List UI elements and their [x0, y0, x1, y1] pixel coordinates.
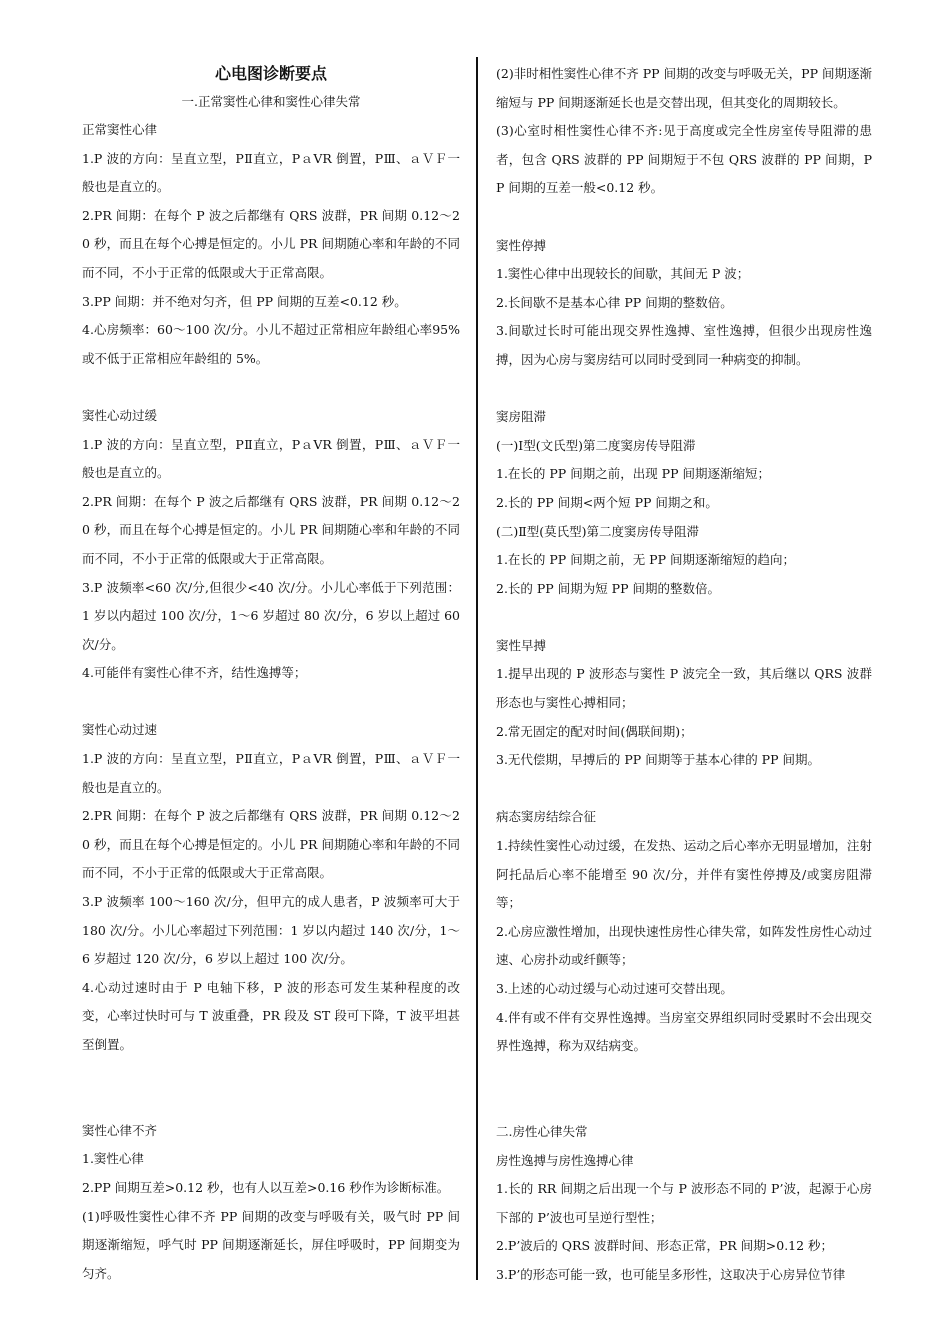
text-paragraph: 窦性心动过缓 [82, 407, 158, 423]
text-paragraph: 窦房阻滞 [496, 409, 547, 425]
text-paragraph: 1.在长的 PP 间期之前，出现 PP 间期逐渐缩短； [496, 466, 770, 482]
blank-line [496, 1089, 872, 1118]
blank-line [496, 1061, 872, 1090]
blank-line [82, 1060, 460, 1089]
text-paragraph: 正常窦性心律 [82, 122, 158, 137]
text-paragraph: 2.P’波后的 QRS 波群时间、形态正常，PR 间期>0.12 秒； [496, 1238, 834, 1254]
right-column-text [496, 60, 872, 1290]
text-paragraph: 1.提早出现的 P 波形态与窦性 P 波完全一致，其后继以 QRS 波群形态也与窦性心搏相同； [496, 666, 872, 711]
text-paragraph: 窦性心律不齐 [82, 1122, 158, 1138]
text-paragraph: 3.间歇过长时可能出现交界性逸搏、室性逸搏，但很少出现房性逸搏，因为心房与窦房结可以同时受到同一种病变的抑制。 [496, 323, 872, 367]
text-paragraph: 1.P 波的方向：呈直立型，PⅡ直立，PａVR 倒置，PⅢ、ａＶＦ一般也是直立的。 [82, 436, 460, 481]
right-column [496, 60, 872, 1290]
text-paragraph: 房性逸搏与房性逸搏心律 [496, 1152, 634, 1168]
text-paragraph: (1)呼吸性窦性心律不齐 PP 间期的改变与呼吸有关，吸气时 PP 间期逐渐缩短，呼气时 PP 间期逐渐延长，屏住呼吸时，PP 间期变为匀齐。 [82, 1208, 460, 1281]
blank-line [82, 373, 460, 402]
text-paragraph: (3)心室时相性窦性心律不齐:见于高度或完全性房室传导阻滞的患者，包含 QRS 波群的 PP 间期短于不包 QRS 波群的 PP 间期，PP 间期的互差一般<0.12 秒。 [496, 123, 872, 196]
text-paragraph: 1.P 波的方向：呈直立型，PⅡ直立，PａVR 倒置，PⅢ、ａＶＦ一般也是直立的。 [82, 751, 460, 795]
column-divider [476, 57, 478, 1280]
text-paragraph: 3.上述的心动过缓与心动过速可交替出现。 [496, 981, 733, 996]
blank-line [82, 688, 460, 717]
text-paragraph: 2.长间歇不是基本心律 PP 间期的整数倍。 [496, 294, 733, 310]
text-paragraph: 2.心房应激性增加，出现快速性房性心律失常，如阵发性房性心动过速、心房扑动或纤颤等； [496, 923, 872, 968]
text-paragraph: 1.P 波的方向：呈直立型，PⅡ直立，PａVR 倒置，PⅢ、ａＶＦ一般也是直立的。 [82, 150, 460, 195]
text-paragraph: 4.心动过速时由于 P 电轴下移，P 波的形态可发生某种程度的改变，心率过快时可与 T 波重叠，PR 段及 ST 段可下降，T 波平坦甚至倒置。 [82, 979, 460, 1052]
section-heading: 一.正常窦性心律和窦性心律失常 [181, 94, 361, 109]
text-paragraph: 2.PR 间期：在每个 P 波之后都继有 QRS 波群，PR 间期 0.12～20 秒，而且在每个心搏是恒定的。小儿 PR 间期随心率和年龄的不同而不同，不小于正常的低限或大于正常高限。 [82, 808, 460, 881]
text-paragraph: 2.PR 间期：在每个 P 波之后都继有 QRS 波群，PR 间期 0.12～20 秒，而且在每个心搏是恒定的。小儿 PR 间期随心率和年龄的不同而不同，不小于正常的低限或大于正常高限。 [82, 493, 460, 566]
text-paragraph: (二)Ⅱ型(莫氏型)第二度窦房传导阻滞 [496, 523, 700, 539]
text-paragraph: 1.窦性心律 [82, 1151, 144, 1167]
text-paragraph: 3.P’的形态可能一致，也可能呈多形性，这取决于心房异位节律 [496, 1266, 846, 1282]
blank-line [496, 775, 872, 804]
text-paragraph: (2)非时相性窦性心律不齐 PP 间期的改变与呼吸无关，PP 间期逐渐缩短与 PP 间期逐渐延长也是交替出现，但其变化的周期较长。 [496, 66, 872, 110]
text-paragraph: 1.长的 RR 间期之后出现一个与 P 波形态不同的 P’波，起源于心房下部的 P’波也可呈逆行型性； [496, 1181, 872, 1225]
left-column [82, 60, 460, 1288]
blank-line [496, 203, 872, 232]
text-paragraph: 1.窦性心律中出现较长的间歇，其间无 P 波； [496, 266, 750, 282]
text-paragraph: 4.可能伴有窦性心律不齐，结性逸搏等； [82, 665, 307, 681]
blank-line [496, 603, 872, 632]
text-paragraph: 4.心房频率：60～100 次/分。小儿不超过正常相应年龄组心率95%或不低于正常相应年龄组的 5%。 [82, 322, 460, 366]
text-paragraph: (一)Ⅰ型(文氏型)第二度窦房传导阻滞 [496, 437, 696, 453]
text-paragraph: 2.常无固定的配对时间(偶联间期)； [496, 723, 693, 739]
text-paragraph: 2.长的 PP 间期为短 PP 间期的整数倍。 [496, 580, 720, 596]
blank-line [82, 1088, 460, 1117]
text-paragraph: 窦性心动过速 [82, 722, 158, 738]
text-paragraph: 3.P 波频率<60 次/分,但很少<40 次/分。小儿心率低于下列范围：1 岁以内超过 100 次/分，1～6 岁超过 80 次/分，6 岁以上超过 60 次/分。 [82, 579, 460, 652]
text-paragraph: 窦性早搏 [496, 637, 547, 653]
blank-line [496, 375, 872, 404]
text-paragraph: 4.伴有或不伴有交界性逸搏。当房室交界组织同时受累时不会出现交界性逸搏，称为双结病变。 [496, 1009, 872, 1054]
text-paragraph: 窦性停搏 [496, 237, 547, 253]
document-title: 心电图诊断要点 [214, 64, 327, 83]
text-paragraph: 2.PP 间期互差>0.12 秒，也有人以互差>0.16 秒作为诊断标准。 [82, 1179, 450, 1195]
text-paragraph: 二.房性心律失常 [496, 1123, 588, 1139]
text-paragraph: 3.P 波频率 100～160 次/分，但甲亢的成人患者，P 波频率可大于 180 次/分。小儿心率超过下列范围：1 岁以内超过 140 次/分，1～6 岁超过 120 次/分，6 岁以上超过 100 次/分。 [82, 894, 460, 967]
text-paragraph: 1.在长的 PP 间期之前，无 PP 间期逐渐缩短的趋向； [496, 552, 795, 568]
text-paragraph: 3.无代偿期，早搏后的 PP 间期等于基本心律的 PP 间期。 [496, 752, 820, 768]
text-paragraph: 病态窦房结综合征 [496, 809, 597, 825]
text-paragraph: 2.长的 PP 间期<两个短 PP 间期之和。 [496, 494, 718, 510]
text-paragraph: 2.PR 间期：在每个 P 波之后都继有 QRS 波群，PR 间期 0.12～20 秒，而且在每个心搏是恒定的。小儿 PR 间期随心率和年龄的不同而不同，不小于正常的低限或大于正常高限。 [82, 207, 460, 280]
text-paragraph: 3.PP 间期：并不绝对匀齐，但 PP 间期的互差<0.12 秒。 [82, 293, 407, 309]
left-column-text [82, 116, 460, 1288]
text-paragraph: 1.持续性窦性心动过缓，在发热、运动之后心率亦无明显增加，注射阿托品后心率不能增至 90 次/分，并伴有窦性停搏及/或窦房阻滞等； [496, 838, 872, 911]
